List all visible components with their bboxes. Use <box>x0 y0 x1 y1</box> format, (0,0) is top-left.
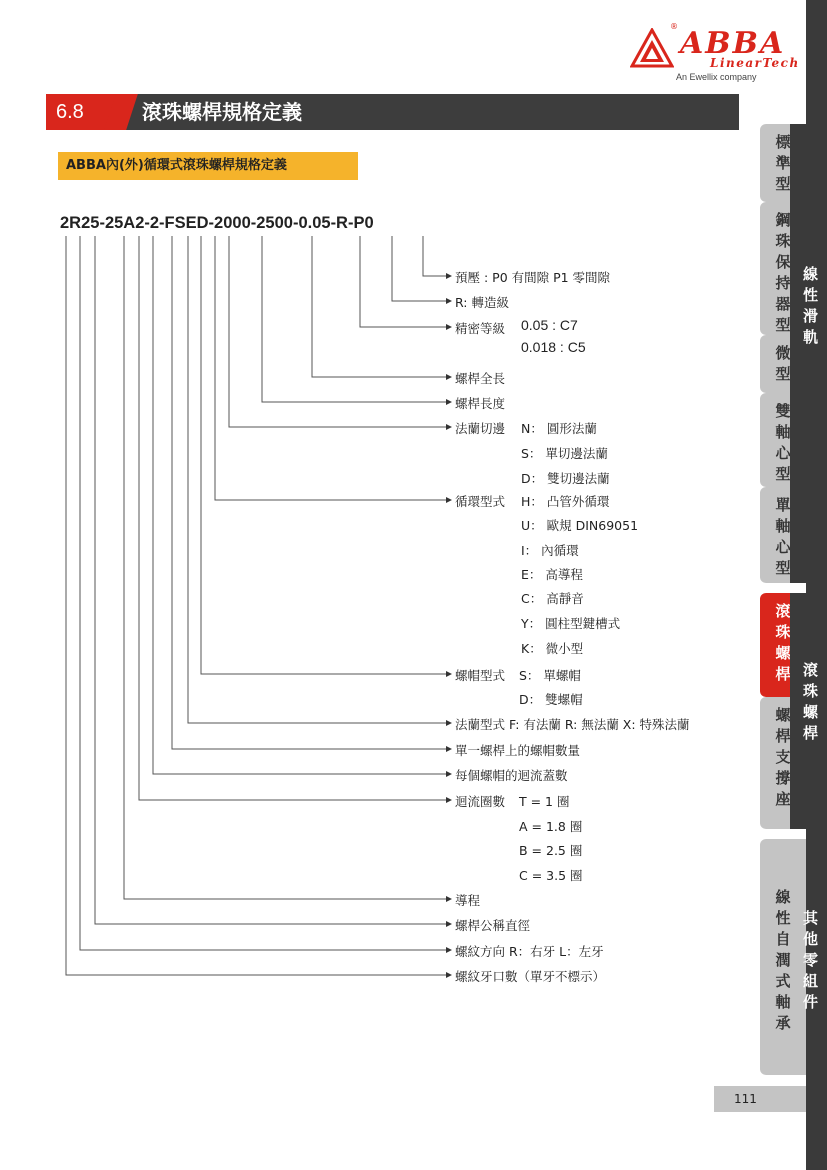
leader-rolled-arrowhead <box>446 298 452 304</box>
def-circulation-opt-4: C： 高靜音 <box>521 591 584 606</box>
tab-label: 標準型 <box>775 133 791 193</box>
def-nut-type: 螺帽型式 <box>455 668 506 683</box>
brand-sub: LinearTech <box>710 56 800 70</box>
def-circulation-opt-3: E： 高導程 <box>521 567 583 582</box>
leader-nut-qty <box>172 236 447 749</box>
def-rolled-grade: R: 轉造級 <box>455 295 509 310</box>
def-total-length: 螺桿全長 <box>455 371 506 386</box>
model-code: 2R25-25A2-2-FSED-2000-2500-0.05-R-P0 <box>60 214 374 232</box>
section-number: 6.8 <box>46 94 118 130</box>
def-accuracy-grade: 精密等級 <box>455 321 506 336</box>
leader-direction <box>80 236 447 950</box>
leader-nut-type-arrowhead <box>446 671 452 677</box>
def-flange-cut-opt-2: D： 雙切邊法蘭 <box>521 471 610 486</box>
leader-flange-type-arrowhead <box>446 720 452 726</box>
leader-direction-arrowhead <box>446 947 452 953</box>
def-circuits-opt-2: B = 2.5 圈 <box>519 843 583 858</box>
leader-return-caps-arrowhead <box>446 771 452 777</box>
group-bg-linear <box>790 124 827 583</box>
leader-accuracy <box>360 236 447 327</box>
def-circulation: 循環型式 <box>455 494 506 509</box>
def-thread-direction: 螺紋方向 R：右牙 L：左牙 <box>455 944 604 959</box>
tab-label: 螺桿支撐座 <box>775 706 791 808</box>
def-circulation-opt-5: Y： 圓柱型鍵槽式 <box>521 616 621 631</box>
def-flange-cut-opt-1: S： 單切邊法蘭 <box>521 446 608 461</box>
def-nominal-diameter: 螺桿公稱直徑 <box>455 918 531 933</box>
def-flange-cut-opt-0: N： 圓形法蘭 <box>521 421 597 436</box>
def-nut-quantity: 單一螺桿上的螺帽數量 <box>455 743 581 758</box>
tab-label: 雙軸心型 <box>775 402 791 483</box>
leader-lead-arrowhead <box>446 896 452 902</box>
def-flange-cut: 法蘭切邊 <box>455 421 506 436</box>
leader-nut-type <box>201 236 447 674</box>
page-number: 111 <box>714 1086 806 1112</box>
registered-mark: ® <box>670 22 678 31</box>
leader-preload-arrowhead <box>446 273 452 279</box>
tab-label: 微型 <box>775 344 791 383</box>
leader-diameter-arrowhead <box>446 921 452 927</box>
tab-label: 鋼珠保持器型 <box>775 211 791 334</box>
leader-circulation <box>215 236 447 500</box>
group-linear-guide: 線性滑軌 <box>802 265 818 346</box>
tab-label: 單軸心型 <box>775 496 791 577</box>
def-return-caps: 每個螺帽的迴流蓋數 <box>455 768 568 783</box>
def-lead: 導程 <box>455 893 481 908</box>
def-circulation-opt-0: H： 凸管外循環 <box>521 494 610 509</box>
def-preload: 預壓 : P0 有間隙 P1 零間隙 <box>455 270 611 285</box>
section-title: 滾珠螺桿規格定義 <box>142 100 302 124</box>
def-thread-starts: 螺紋牙口數（單牙不標示） <box>455 969 606 984</box>
def-circuits-opt-1: A = 1.8 圈 <box>519 819 583 834</box>
def-circulation-opt-2: I： 內循環 <box>521 543 579 558</box>
def-circulation-opt-6: K： 微小型 <box>521 641 584 656</box>
def-nut-type-opt-1: D： 雙螺帽 <box>519 692 583 707</box>
tab-label: 滾珠螺桿 <box>775 602 791 683</box>
def-flange-type: 法蘭型式 F: 有法蘭 R: 無法蘭 X: 特殊法蘭 <box>455 717 690 732</box>
leader-thread-length <box>262 236 447 402</box>
subtitle-box: ABBA內(外)循環式滾珠螺桿規格定義 <box>58 152 358 180</box>
def-nut-type-opt-0: S： 單螺帽 <box>519 668 581 683</box>
leader-rolled <box>392 236 447 301</box>
tagline: An Ewellix company <box>676 72 757 82</box>
leader-circulation-arrowhead <box>446 497 452 503</box>
def-accuracy-opt-0: 0.05 : C7 <box>521 317 578 333</box>
leader-diameter <box>95 236 447 924</box>
leader-flange-cut-arrowhead <box>446 424 452 430</box>
def-circuits-opt-3: C = 3.5 圈 <box>519 868 583 883</box>
leader-circuits-arrowhead <box>446 797 452 803</box>
def-thread-length: 螺桿長度 <box>455 396 506 411</box>
leader-nut-qty-arrowhead <box>446 746 452 752</box>
group-other-parts: 其他零組件 <box>802 909 818 1011</box>
def-circulation-opt-1: U： 歐規 DIN69051 <box>521 518 639 533</box>
leader-flange-type <box>188 236 447 723</box>
abba-logo-icon <box>630 28 674 68</box>
def-circuits-opt-0: T = 1 圈 <box>519 794 570 809</box>
leader-total-length <box>312 236 447 377</box>
leader-starts-arrowhead <box>446 972 452 978</box>
def-accuracy-opt-1: 0.018 : C5 <box>521 339 586 355</box>
leader-circuits <box>139 236 447 800</box>
tab-label: 線性自潤式軸承 <box>775 888 791 1032</box>
leader-preload <box>423 236 447 276</box>
group-ball-screw: 滾珠螺桿 <box>802 661 818 742</box>
brand-name: ABBA <box>680 26 786 61</box>
leader-flange-cut <box>229 236 447 427</box>
leader-accuracy-arrowhead <box>446 324 452 330</box>
leader-thread-length-arrowhead <box>446 399 452 405</box>
def-circuits: 迴流圈數 <box>455 794 506 809</box>
leader-lead <box>124 236 447 899</box>
leader-starts <box>66 236 447 975</box>
leader-total-length-arrowhead <box>446 374 452 380</box>
leader-return-caps <box>153 236 447 774</box>
